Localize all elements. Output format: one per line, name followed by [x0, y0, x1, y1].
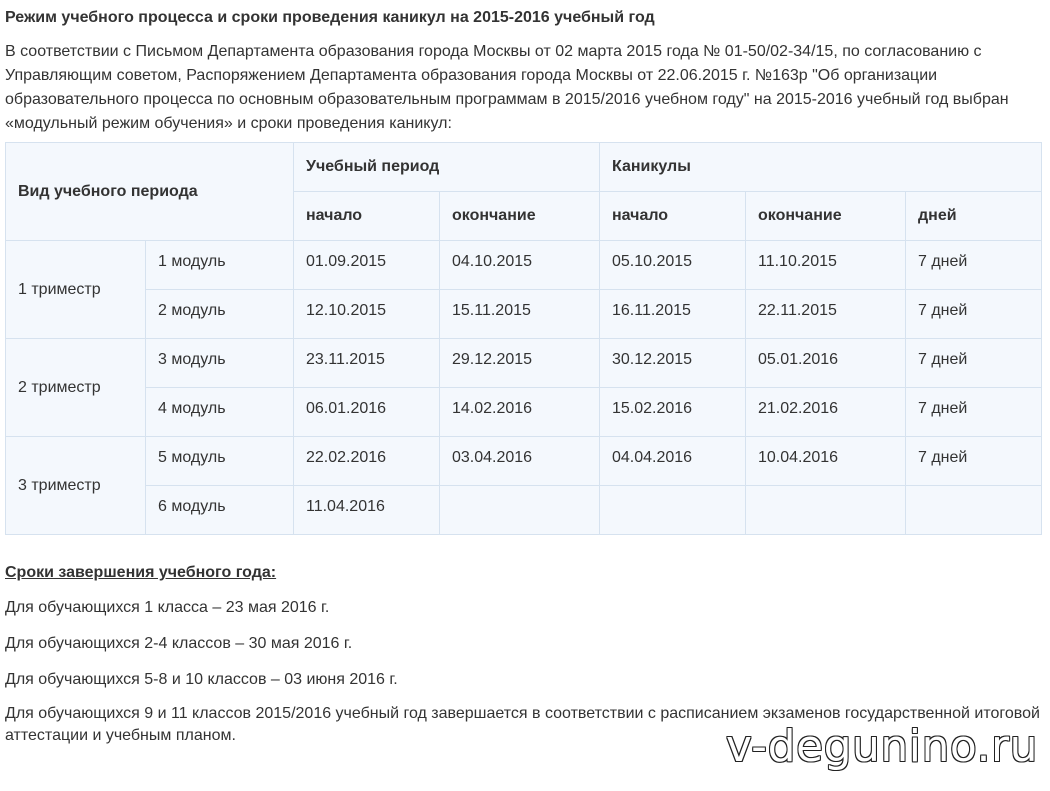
module-label: 2 модуль [146, 290, 294, 339]
study-end-date: 15.11.2015 [440, 290, 600, 339]
completion-line: Для обучающихся 1 класса – 23 мая 2016 г. [5, 599, 330, 616]
holiday-days: 7 дней [906, 290, 1042, 339]
completion-section [5, 563, 1041, 747]
table-row [6, 339, 1042, 388]
table-row [6, 437, 1042, 486]
holiday-start-date [600, 486, 746, 535]
header-days: дней [906, 192, 1042, 241]
study-end-date: 03.04.2016 [440, 437, 600, 486]
trimester-label: 1 триместр [6, 241, 146, 339]
trimester-label: 2 триместр [6, 339, 146, 437]
table-body [6, 241, 1042, 535]
study-end-date: 14.02.2016 [440, 388, 600, 437]
trimester-label: 3 триместр [6, 437, 146, 535]
study-start-date: 11.04.2016 [294, 486, 440, 535]
completion-line: Для обучающихся 9 и 11 классов 2015/2016 учебный год завершается в соответствии с расписанием экзаменов государственной итоговой аттестации и учебным планом. [5, 705, 1040, 744]
intro-paragraph: В соответствии с Письмом Департамента образования города Москвы от 02 марта 2015 года № 01-50/02-34/15, по согласованию с Управляющим советом, Распоряжением Департамента образования города Москвы от 22.06.2015 г. №163р "Об организации образовательного процесса по основным образовательным программам в 2015/2016 учебном году" на 2015-2016 учебный год выбран «модульный режим обучения» и сроки проведения каникул: [5, 43, 1009, 132]
page-title: Режим учебного процесса и сроки проведения каникул на 2015-2016 учебный год [5, 9, 655, 26]
holiday-days: 7 дней [906, 388, 1042, 437]
schedule-table [5, 142, 1042, 535]
study-end-date: 29.12.2015 [440, 339, 600, 388]
site-watermark: v-degunino.ru [725, 721, 1038, 772]
module-label: 6 модуль [146, 486, 294, 535]
module-label: 4 модуль [146, 388, 294, 437]
study-start-date: 01.09.2015 [294, 241, 440, 290]
table-row [6, 388, 1042, 437]
table-row [6, 241, 1042, 290]
study-start-date: 23.11.2015 [294, 339, 440, 388]
holiday-start-date: 05.10.2015 [600, 241, 746, 290]
holiday-days: 7 дней [906, 339, 1042, 388]
header-period-type: Вид учебного периода [6, 143, 294, 241]
completion-title: Сроки завершения учебного года: [5, 564, 277, 581]
completion-line: Для обучающихся 5-8 и 10 классов – 03 июня 2016 г. [5, 671, 398, 688]
holiday-end-date: 10.04.2016 [746, 437, 906, 486]
study-end-date: 04.10.2015 [440, 241, 600, 290]
holiday-start-date: 16.11.2015 [600, 290, 746, 339]
module-label: 1 модуль [146, 241, 294, 290]
holiday-days: 7 дней [906, 437, 1042, 486]
holiday-end-date: 11.10.2015 [746, 241, 906, 290]
study-start-date: 22.02.2016 [294, 437, 440, 486]
study-end-date [440, 486, 600, 535]
document [5, 0, 1041, 747]
header-holidays: Каникулы [600, 143, 1042, 192]
holiday-end-date: 21.02.2016 [746, 388, 906, 437]
module-label: 5 модуль [146, 437, 294, 486]
table-row [6, 486, 1042, 535]
header-holiday-start: начало [600, 192, 746, 241]
holiday-start-date: 15.02.2016 [600, 388, 746, 437]
study-start-date: 06.01.2016 [294, 388, 440, 437]
header-study-period: Учебный период [294, 143, 600, 192]
study-start-date: 12.10.2015 [294, 290, 440, 339]
header-study-start: начало [294, 192, 440, 241]
table-row [6, 290, 1042, 339]
header-study-end: окончание [440, 192, 600, 241]
holiday-end-date [746, 486, 906, 535]
holiday-start-date: 04.04.2016 [600, 437, 746, 486]
holiday-days [906, 486, 1042, 535]
holiday-end-date: 22.11.2015 [746, 290, 906, 339]
holiday-start-date: 30.12.2015 [600, 339, 746, 388]
holiday-days: 7 дней [906, 241, 1042, 290]
holiday-end-date: 05.01.2016 [746, 339, 906, 388]
module-label: 3 модуль [146, 339, 294, 388]
completion-line: Для обучающихся 2-4 классов – 30 мая 2016 г. [5, 635, 353, 652]
table-header-row [6, 143, 1042, 192]
header-holiday-end: окончание [746, 192, 906, 241]
